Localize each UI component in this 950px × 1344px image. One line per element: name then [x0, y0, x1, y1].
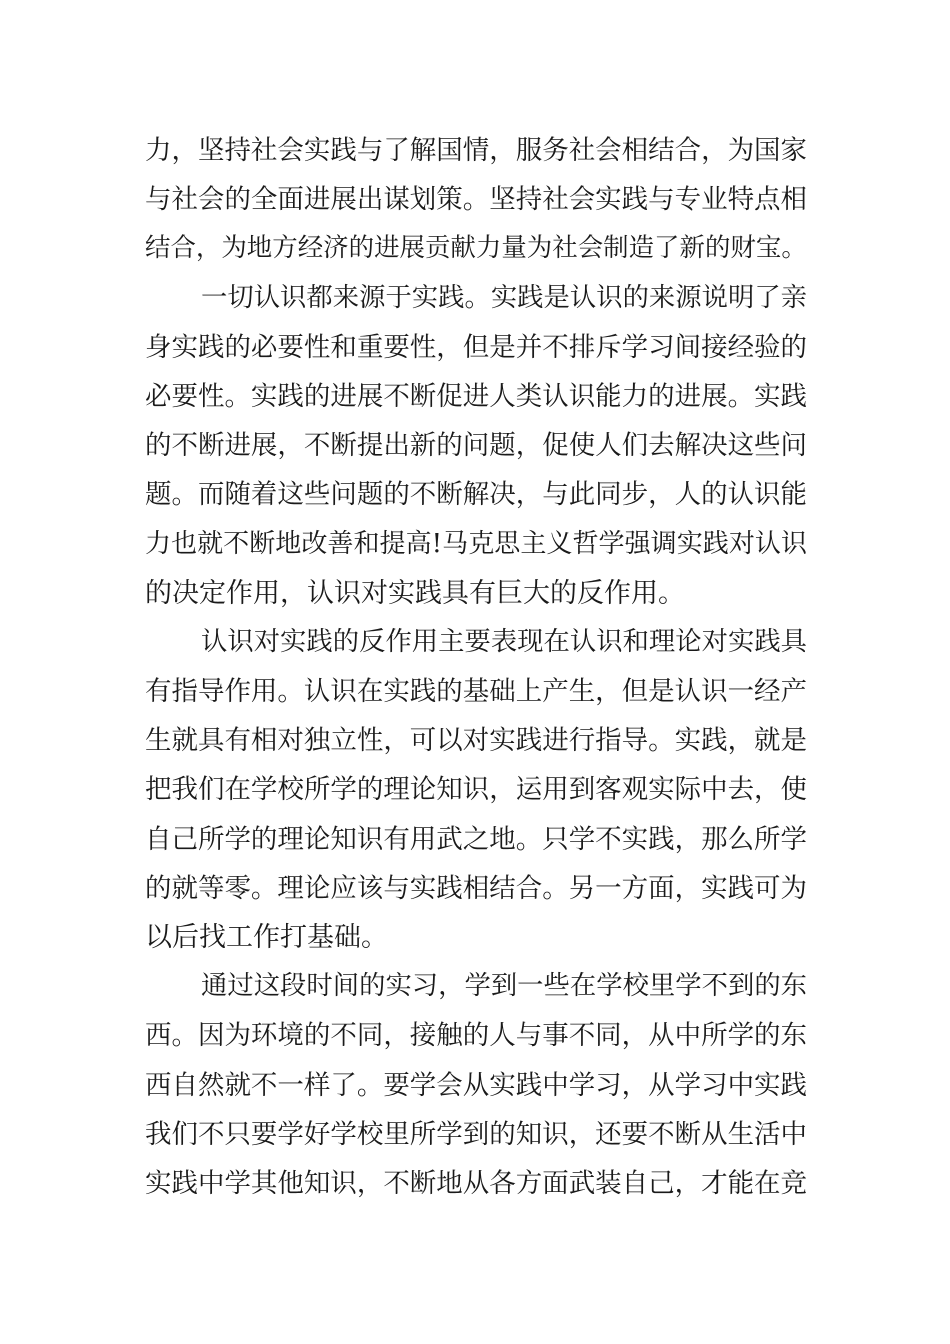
text-line: 的决定作用，认识对实践具有巨大的反作用。 [145, 577, 685, 609]
text-line: 力也就不断地改善和提高!马克思主义哲学强调实践对认识 [145, 528, 807, 559]
text-line: 有指导作用。认识在实践的基础上产生，但是认识一经产 [145, 676, 807, 708]
text-line: 认识对实践的反作用主要表现在认识和理论对实践具 [201, 626, 807, 657]
text-line: 以后找工作打基础。 [145, 922, 388, 953]
text-line: 力，坚持社会实践与了解国情，服务社会相结合，为国家 [145, 135, 807, 166]
text-line: 与社会的全面进展出谋划策。坚持社会实践与专业特点相 [145, 184, 807, 216]
text-line: 一切认识都来源于实践。实践是认识的来源说明了亲 [201, 282, 807, 313]
text-line: 西。因为环境的不同，接触的人与事不同，从中所学的东 [145, 1020, 807, 1052]
text-line: 的不断进展，不断提出新的问题，促使人们去解决这些问 [145, 430, 807, 462]
text-line: 结合，为地方经济的进展贡献力量为社会制造了新的财宝。 [145, 233, 807, 264]
text-line: 通过这段时间的实习，学到一些在学校里学不到的东 [201, 971, 807, 1002]
text-line: 把我们在学校所学的理论知识，运用到客观实际中去，使 [145, 774, 807, 806]
text-line: 自己所学的理论知识有用武之地。只学不实践，那么所学 [145, 823, 807, 855]
text-line: 生就具有相对独立性，可以对实践进行指导。实践，就是 [145, 725, 807, 757]
text-line: 题。而随着这些问题的不断解决，与此同步，人的认识能 [145, 479, 807, 511]
text-line: 的就等零。理论应该与实践相结合。另一方面，实践可为 [145, 872, 807, 904]
text-line: 我们不只要学好学校里所学到的知识，还要不断从生活中 [145, 1118, 807, 1150]
text-line: 身实践的必要性和重要性，但是并不排斥学习间接经验的 [145, 331, 807, 363]
document-page [145, 126, 807, 1208]
text-line: 西自然就不一样了。要学会从实践中学习，从学习中实践 [145, 1069, 807, 1101]
text-line: 实践中学其他知识，不断地从各方面武装自己，才能在竞 [145, 1167, 807, 1199]
text-line: 必要性。实践的进展不断促进人类认识能力的进展。实践 [145, 380, 807, 412]
